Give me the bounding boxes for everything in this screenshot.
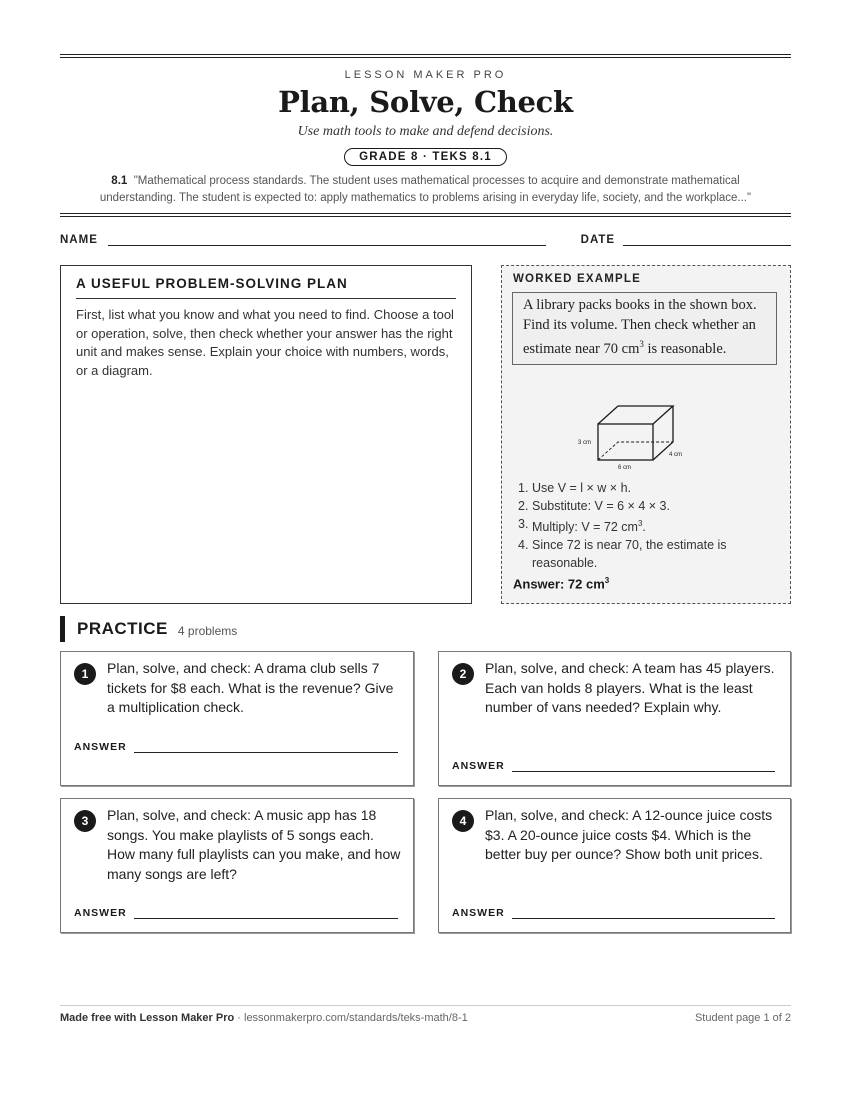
standard-quote: "Mathematical process standards. The student uses mathematical processes to acquire and demonstrate mathematical understanding. The student is expected to: apply mathematics to problems arising in everyday life, society, and the workplace..." <box>99 175 752 204</box>
answer-row <box>452 907 775 919</box>
answer-label: ANSWER <box>74 741 127 753</box>
practice-accent-bar <box>60 616 65 642</box>
grade-badge: GRADE 8 · TEKS 8.1 <box>344 148 507 166</box>
answer-field[interactable] <box>512 761 775 772</box>
name-field[interactable] <box>108 233 546 246</box>
problem-number: 2 <box>452 663 474 685</box>
answer-label: ANSWER <box>452 760 505 772</box>
example-step <box>518 479 783 497</box>
box-diagram <box>576 402 711 472</box>
practice-count: 4 problems <box>177 623 238 638</box>
header-bottom-rule <box>60 213 791 217</box>
step-text <box>532 515 646 536</box>
name-date-row <box>60 230 791 246</box>
answer-row <box>452 760 775 772</box>
worked-example-panel <box>501 265 791 604</box>
problem-text: Plan, solve, and check: A team has 45 players. Each van holds 8 players. What is the least number of vans needed? Explain why. <box>485 660 775 715</box>
step-number: 1. <box>518 481 529 495</box>
answer-label: ANSWER <box>74 907 127 919</box>
height-label: 3 cm <box>578 440 592 446</box>
date-label: DATE <box>580 234 616 246</box>
problem-text: Plan, solve, and check: A drama club sells 7 tickets for $8 each. What is the revenue? Give a multiplication check. <box>107 660 394 715</box>
name-label: NAME <box>60 234 98 246</box>
example-step <box>518 497 783 515</box>
example-answer-text: Answer: 72 cm <box>513 576 605 592</box>
box-hidden-edges <box>598 442 673 460</box>
problem-number: 4 <box>452 810 474 832</box>
problem-number: 3 <box>74 810 96 832</box>
example-problem-sup: 3 <box>639 339 644 349</box>
problem-text: Plan, solve, and check: A music app has 18 songs. You make playlists of 5 songs each. How many full playlists can you make, and how many songs are left? <box>107 807 401 882</box>
example-problem-end: is reasonable. <box>643 340 727 357</box>
step-number: 3. <box>518 517 529 531</box>
example-step <box>518 515 783 536</box>
plan-body: First, list what you know and what you need to find. Choose a tool or operation, solve, then check whether your answer has the right unit and makes sense. Explain your choice with numbers, words, or a diagram. <box>76 307 454 378</box>
footer-credit <box>60 1012 468 1024</box>
standard-text <box>60 173 791 207</box>
problem-card-4 <box>438 798 791 933</box>
problem-card-2 <box>438 651 791 786</box>
answer-field[interactable] <box>512 908 775 919</box>
page-footer <box>60 1005 791 1024</box>
worksheet-page <box>60 54 791 1024</box>
page-subtitle: Use math tools to make and defend decisions. <box>297 124 554 139</box>
example-answer <box>513 576 609 591</box>
step-text <box>532 497 670 515</box>
step-number: 2. <box>518 499 529 513</box>
answer-field[interactable] <box>134 742 398 753</box>
step-text-main: Multiply: V = 72 cm <box>532 520 638 535</box>
step-text-end: . <box>642 520 646 535</box>
step-number: 4. <box>518 538 529 553</box>
answer-field[interactable] <box>134 908 398 919</box>
width-label: 6 cm <box>618 465 632 471</box>
step-text-main: Substitute: V = 6 × 4 × 3. <box>532 499 670 513</box>
problem-card-3 <box>60 798 414 933</box>
problem-number: 1 <box>74 663 96 685</box>
page-title: Plan, Solve, Check <box>278 85 573 119</box>
practice-title: PRACTICE <box>77 619 168 638</box>
example-step <box>518 536 783 572</box>
answer-row <box>74 907 398 919</box>
footer-made-with: Made free with Lesson Maker Pro <box>60 1012 235 1024</box>
plan-panel <box>60 265 472 604</box>
problem-card-1 <box>60 651 414 786</box>
depth-label: 4 cm <box>669 452 683 458</box>
box-top-face <box>598 406 673 424</box>
example-problem-text: A library packs books in the shown box. Find its volume. Then check whether an estimate near 70 cm <box>523 297 757 357</box>
step-text <box>532 479 631 497</box>
footer-page-number: Student page 1 of 2 <box>694 1012 791 1024</box>
footer-url: · lessonmakerpro.com/standards/teks-math/8-1 <box>234 1012 468 1024</box>
step-text-sup: 3 <box>637 519 643 528</box>
box-front-face <box>598 424 653 460</box>
practice-header <box>60 616 237 642</box>
standard-code: 8.1 <box>111 175 128 187</box>
step-text-main: Since 72 is near 70, the estimate is reasonable. <box>532 538 727 571</box>
plan-heading: A USEFUL PROBLEM-SOLVING PLAN <box>76 276 456 299</box>
example-heading: WORKED EXAMPLE <box>513 273 641 285</box>
answer-row <box>74 741 398 753</box>
example-problem <box>512 292 777 365</box>
step-text <box>532 536 783 572</box>
top-rule <box>60 54 791 58</box>
example-answer-sup: 3 <box>604 576 610 585</box>
step-text-main: Use V = l × w × h. <box>532 481 632 495</box>
date-field[interactable] <box>623 233 791 246</box>
problem-text: Plan, solve, and check: A 12-ounce juice costs $3. A 20-ounce juice costs $4. Which is the better buy per ounce? Show both unit prices. <box>485 807 773 862</box>
brand-name: LESSON MAKER PRO <box>344 69 507 81</box>
example-steps <box>518 479 783 572</box>
answer-label: ANSWER <box>452 907 505 919</box>
